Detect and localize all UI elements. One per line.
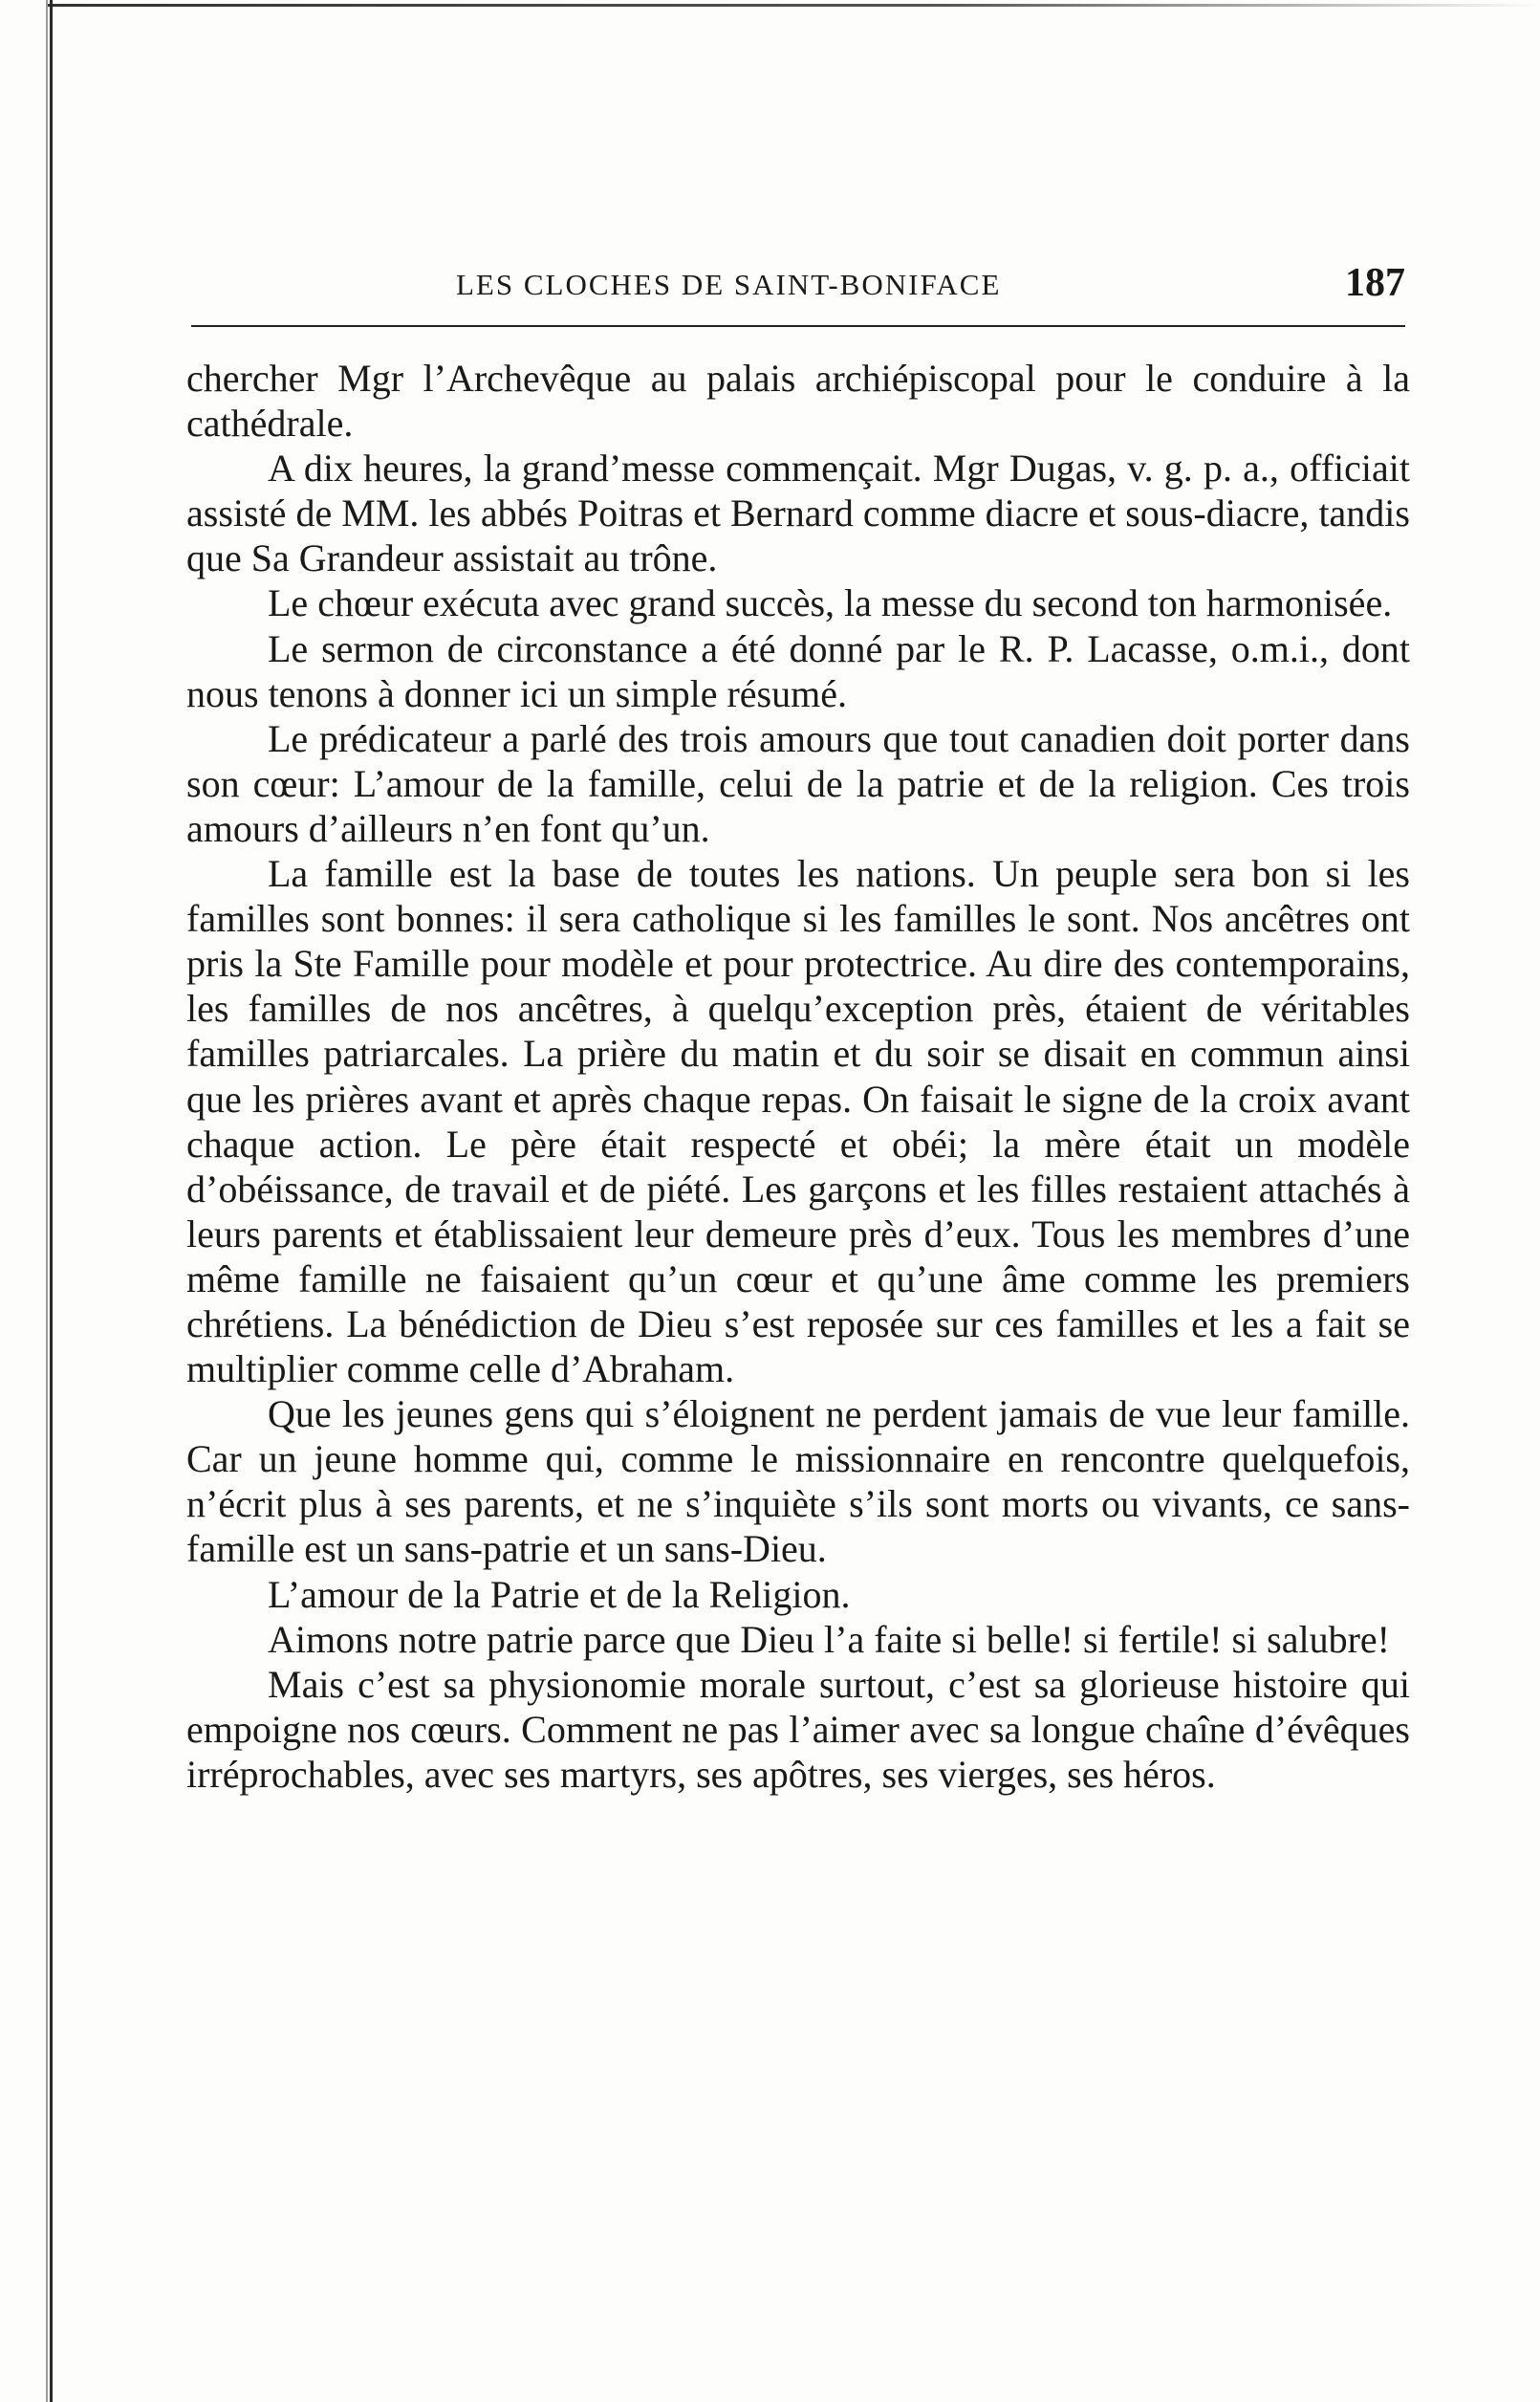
paragraph: Le prédicateur a parlé des trois amours que tout canadien doit porter dans son cœur: L’amour de la famille, celui de la patrie et de la religion. Ces trois amours d’ailleurs n’en font qu’un. [186, 716, 1410, 850]
scan-binding-shadow [46, 0, 48, 2402]
paragraph: Que les jeunes gens qui s’éloignent ne perdent jamais de vue leur famille. Car un jeune homme qui, comme le missionnaire en rencontre quelquefois, n’écrit plus à ses parents, et ne s’inquiète s’ils sont morts ou vivants, ce sans-famille est un sans-patrie et un sans-Dieu. [186, 1392, 1410, 1571]
paragraph: Le sermon de circonstance a été donné par le R. P. Lacasse, o.m.i., dont nous tenons à donner ici un simple résumé. [186, 626, 1410, 715]
paragraph: La famille est la base de toutes les nations. Un peuple sera bon si les familles sont bonnes: il sera catholique si les familles le sont. Nos ancêtres ont pris la Ste Famille pour modèle et pour protectrice. Au dire des contemporains, les familles de nos ancêtres, à quelqu’exception près, étaient de véritables familles patriarcales. La prière du matin et du soir se disait en commun ainsi que les prières avant et après chaque repas. On faisait le signe de la croix avant chaque action. Le père était respecté et obéi; la mère était un modèle d’obéissance, de travail et de piété. Les garçons et les filles restaient attachés à leurs parents et établissaient leur demeure près d’eux. Tous les membres d’une même famille ne faisaient qu’un cœur et qu’une âme comme les premiers chrétiens. La bénédiction de Dieu s’est reposée sur ces familles et les a fait se multiplier comme celle d’Abraham. [186, 852, 1410, 1391]
body-text [186, 356, 1410, 1797]
paragraph: A dix heures, la grand’messe commençait. Mgr Dugas, v. g. p. a., officiait assisté de MM. les abbés Poitras et Bernard comme diacre et sous-diacre, tandis que Sa Grandeur assistait au trône. [186, 447, 1410, 580]
paragraph: Mais c’est sa physionomie morale surtout, c’est sa glorieuse histoire qui empoigne nos cœurs. Comment ne pas l’aimer avec sa longue chaîne d’évêques irréprochables, avec ses martyrs, ses apôtres, ses vierges, ses héros. [186, 1662, 1410, 1796]
scan-top-edge [48, 4, 1540, 7]
scan-binding-edge [50, 0, 53, 2402]
running-title: LES CLOCHES DE SAINT-BONIFACE [456, 268, 1002, 301]
paragraph: chercher Mgr l’Archevêque au palais archiépiscopal pour le conduire à la cathédrale. [186, 357, 1410, 446]
running-head [191, 260, 1405, 317]
header-rule [191, 325, 1405, 327]
paragraph: Aimons notre patrie parce que Dieu l’a faite si belle! si fertile! si salubre! [268, 1617, 1390, 1661]
page-number: 187 [1345, 261, 1405, 305]
paragraph: L’amour de la Patrie et de la Religion. [268, 1572, 851, 1616]
paragraph: Le chœur exécuta avec grand succès, la messe du second ton harmonisée. [268, 581, 1393, 625]
